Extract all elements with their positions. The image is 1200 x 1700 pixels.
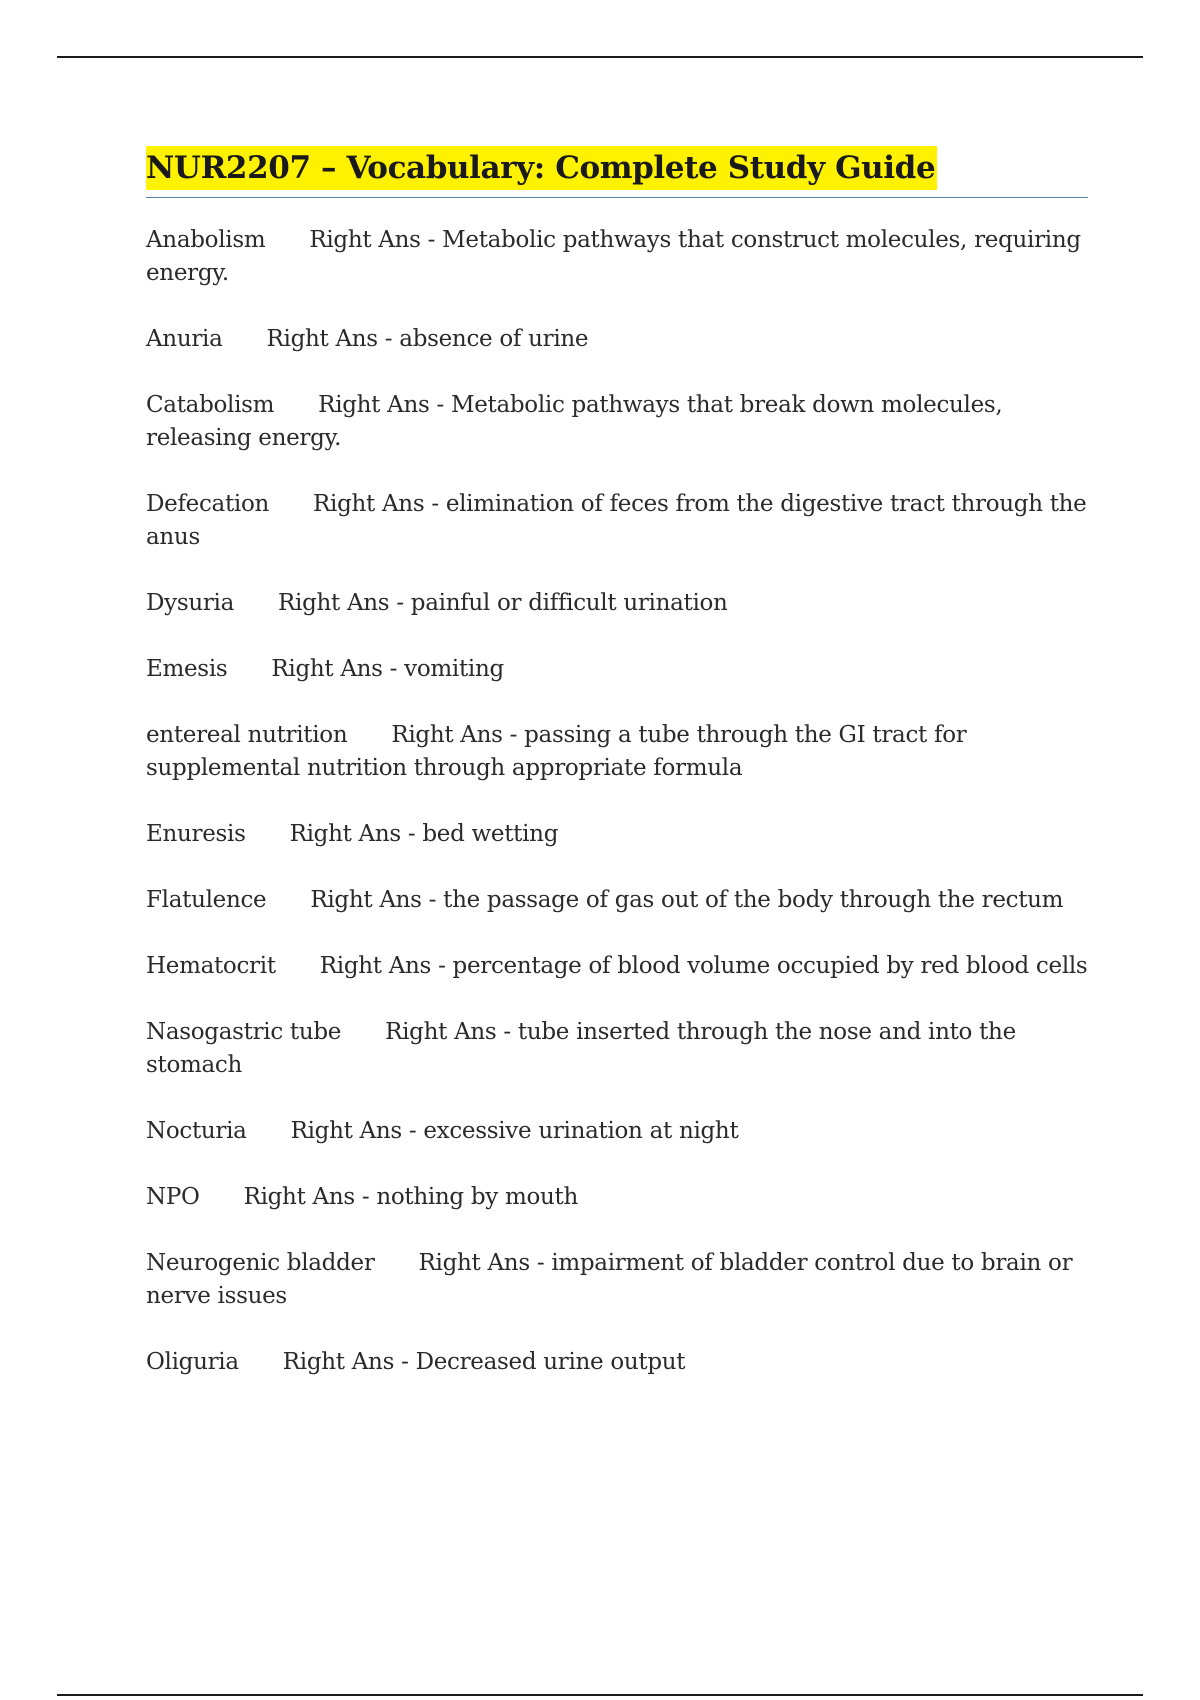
vocabulary-entry — [146, 587, 1088, 620]
term: Anuria — [146, 326, 223, 352]
term: Anabolism — [146, 227, 266, 253]
answer: Right Ans - tube inserted through the nose and into the stomach — [146, 1019, 1016, 1078]
term: Defecation — [146, 491, 270, 517]
vocabulary-entry — [146, 1346, 1088, 1379]
answer: Right Ans - Decreased urine output — [282, 1349, 686, 1375]
page-top-rule — [57, 56, 1143, 58]
answer: Right Ans - percentage of blood volume occupied by red blood cells — [319, 953, 1088, 979]
vocabulary-entry — [146, 389, 1088, 455]
term: Hematocrit — [146, 953, 276, 979]
document-title: NUR2207 – Vocabulary: Complete Study Guide — [146, 146, 937, 190]
vocabulary-entry — [146, 950, 1088, 983]
term: NPO — [146, 1184, 200, 1210]
answer: Right Ans - absence of urine — [266, 326, 589, 352]
answer: Right Ans - nothing by mouth — [243, 1184, 579, 1210]
vocabulary-entry — [146, 818, 1088, 851]
vocabulary-entry — [146, 1115, 1088, 1148]
vocabulary-entry — [146, 323, 1088, 356]
term: Oliguria — [146, 1349, 239, 1375]
vocabulary-entry — [146, 488, 1088, 554]
page-bottom-rule — [57, 1694, 1143, 1696]
answer: Right Ans - elimination of feces from the digestive tract through the anus — [146, 491, 1087, 550]
vocabulary-entry — [146, 719, 1088, 785]
answer: Right Ans - Metabolic pathways that construct molecules, requiring energy. — [146, 227, 1081, 286]
term: Dysuria — [146, 590, 235, 616]
vocabulary-entry — [146, 653, 1088, 686]
vocabulary-entry — [146, 884, 1088, 917]
term: Nasogastric tube — [146, 1019, 342, 1045]
term: Flatulence — [146, 887, 267, 913]
term: Enuresis — [146, 821, 246, 847]
vocabulary-entry — [146, 1016, 1088, 1082]
term: Catabolism — [146, 392, 275, 418]
answer: Right Ans - bed wetting — [289, 821, 559, 847]
vocabulary-list — [146, 224, 1088, 1379]
document-body — [146, 146, 1088, 1412]
answer: Right Ans - vomiting — [271, 656, 504, 682]
answer: Right Ans - painful or difficult urination — [278, 590, 728, 616]
answer: Right Ans - passing a tube through the GI tract for supplemental nutrition through appropriate formula — [146, 722, 967, 781]
answer: Right Ans - the passage of gas out of the body through the rectum — [310, 887, 1064, 913]
vocabulary-entry — [146, 224, 1088, 290]
answer: Right Ans - impairment of bladder control due to brain or nerve issues — [146, 1250, 1073, 1309]
vocabulary-entry — [146, 1181, 1088, 1214]
term: entereal nutrition — [146, 722, 348, 748]
title-block — [146, 146, 1088, 198]
term: Emesis — [146, 656, 228, 682]
answer: Right Ans - excessive urination at night — [290, 1118, 739, 1144]
term: Neurogenic bladder — [146, 1250, 375, 1276]
vocabulary-entry — [146, 1247, 1088, 1313]
term: Nocturia — [146, 1118, 247, 1144]
answer: Right Ans - Metabolic pathways that break down molecules, releasing energy. — [146, 392, 1003, 451]
